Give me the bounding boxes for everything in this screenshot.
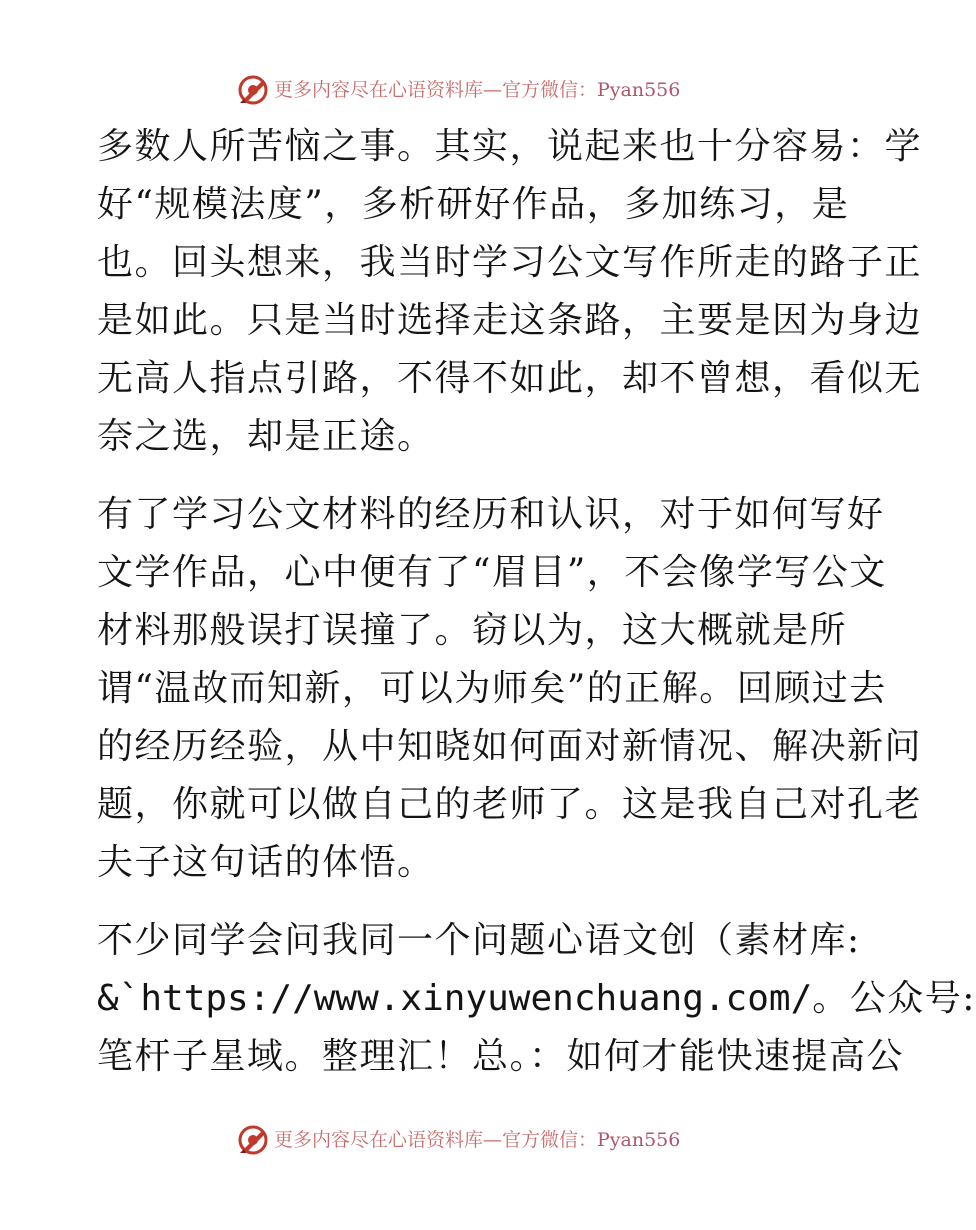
footer-wechat-id: Pyan556 <box>597 1129 681 1151</box>
text-line: 不少同学会问我同一个问题心语文创（素材库: <box>97 920 861 961</box>
text-line: 好“规模法度”，多析研好作品，多加练习，是 <box>97 184 850 225</box>
text-line: 文学作品，心中便有了“眉目”，不会像学写公文 <box>97 552 887 593</box>
text-line: 的经历经验，从中知晓如何面对新情况、解决新问 <box>97 726 923 767</box>
text-line <box>97 970 976 1028</box>
header-watermark-banner <box>236 72 716 108</box>
text-line-rest: 。公众号: <box>812 978 976 1019</box>
paragraph-3 <box>97 912 976 1086</box>
website-url: &`https://www.xinyuwenchuang.com/ <box>97 978 813 1019</box>
text-line: 材料那般误打误撞了。窃以为，这大概就是所 <box>97 610 848 651</box>
pen-logo-icon <box>236 73 270 107</box>
text-line: 无高人指点引路，不得不如此，却不曾想，看似无 <box>97 358 923 399</box>
pen-logo-icon <box>236 1123 270 1157</box>
text-line: 笔杆子星域。整理汇！总。：如何才能快速提高公 <box>97 1036 905 1077</box>
header-wechat-id: Pyan556 <box>597 79 681 101</box>
text-line: 夫子这句话的体悟。 <box>97 842 435 883</box>
paragraph-2 <box>97 486 923 892</box>
footer-watermark-banner <box>236 1122 716 1158</box>
header-banner-text: 更多内容尽在心语资料库—官方微信：Pyan556 <box>274 79 681 101</box>
text-line: 也。回头想来，我当时学习公文写作所走的路子正 <box>97 242 923 283</box>
document-body <box>97 118 976 1086</box>
paragraph-1 <box>97 118 923 466</box>
text-line: 多数人所苦恼之事。其实，说起来也十分容易：学 <box>97 126 923 167</box>
text-line: 是如此。只是当时选择走这条路，主要是因为身边 <box>97 300 923 341</box>
text-line: 谓“温故而知新，可以为师矣”的正解。回顾过去 <box>97 668 887 709</box>
text-line: 有了学习公文材料的经历和认识，对于如何写好 <box>97 494 885 535</box>
text-line: 题，你就可以做自己的老师了。这是我自己对孔老 <box>97 784 923 825</box>
text-line: 奈之选，却是正途。 <box>97 416 435 457</box>
footer-banner-text: 更多内容尽在心语资料库—官方微信：Pyan556 <box>274 1129 681 1151</box>
